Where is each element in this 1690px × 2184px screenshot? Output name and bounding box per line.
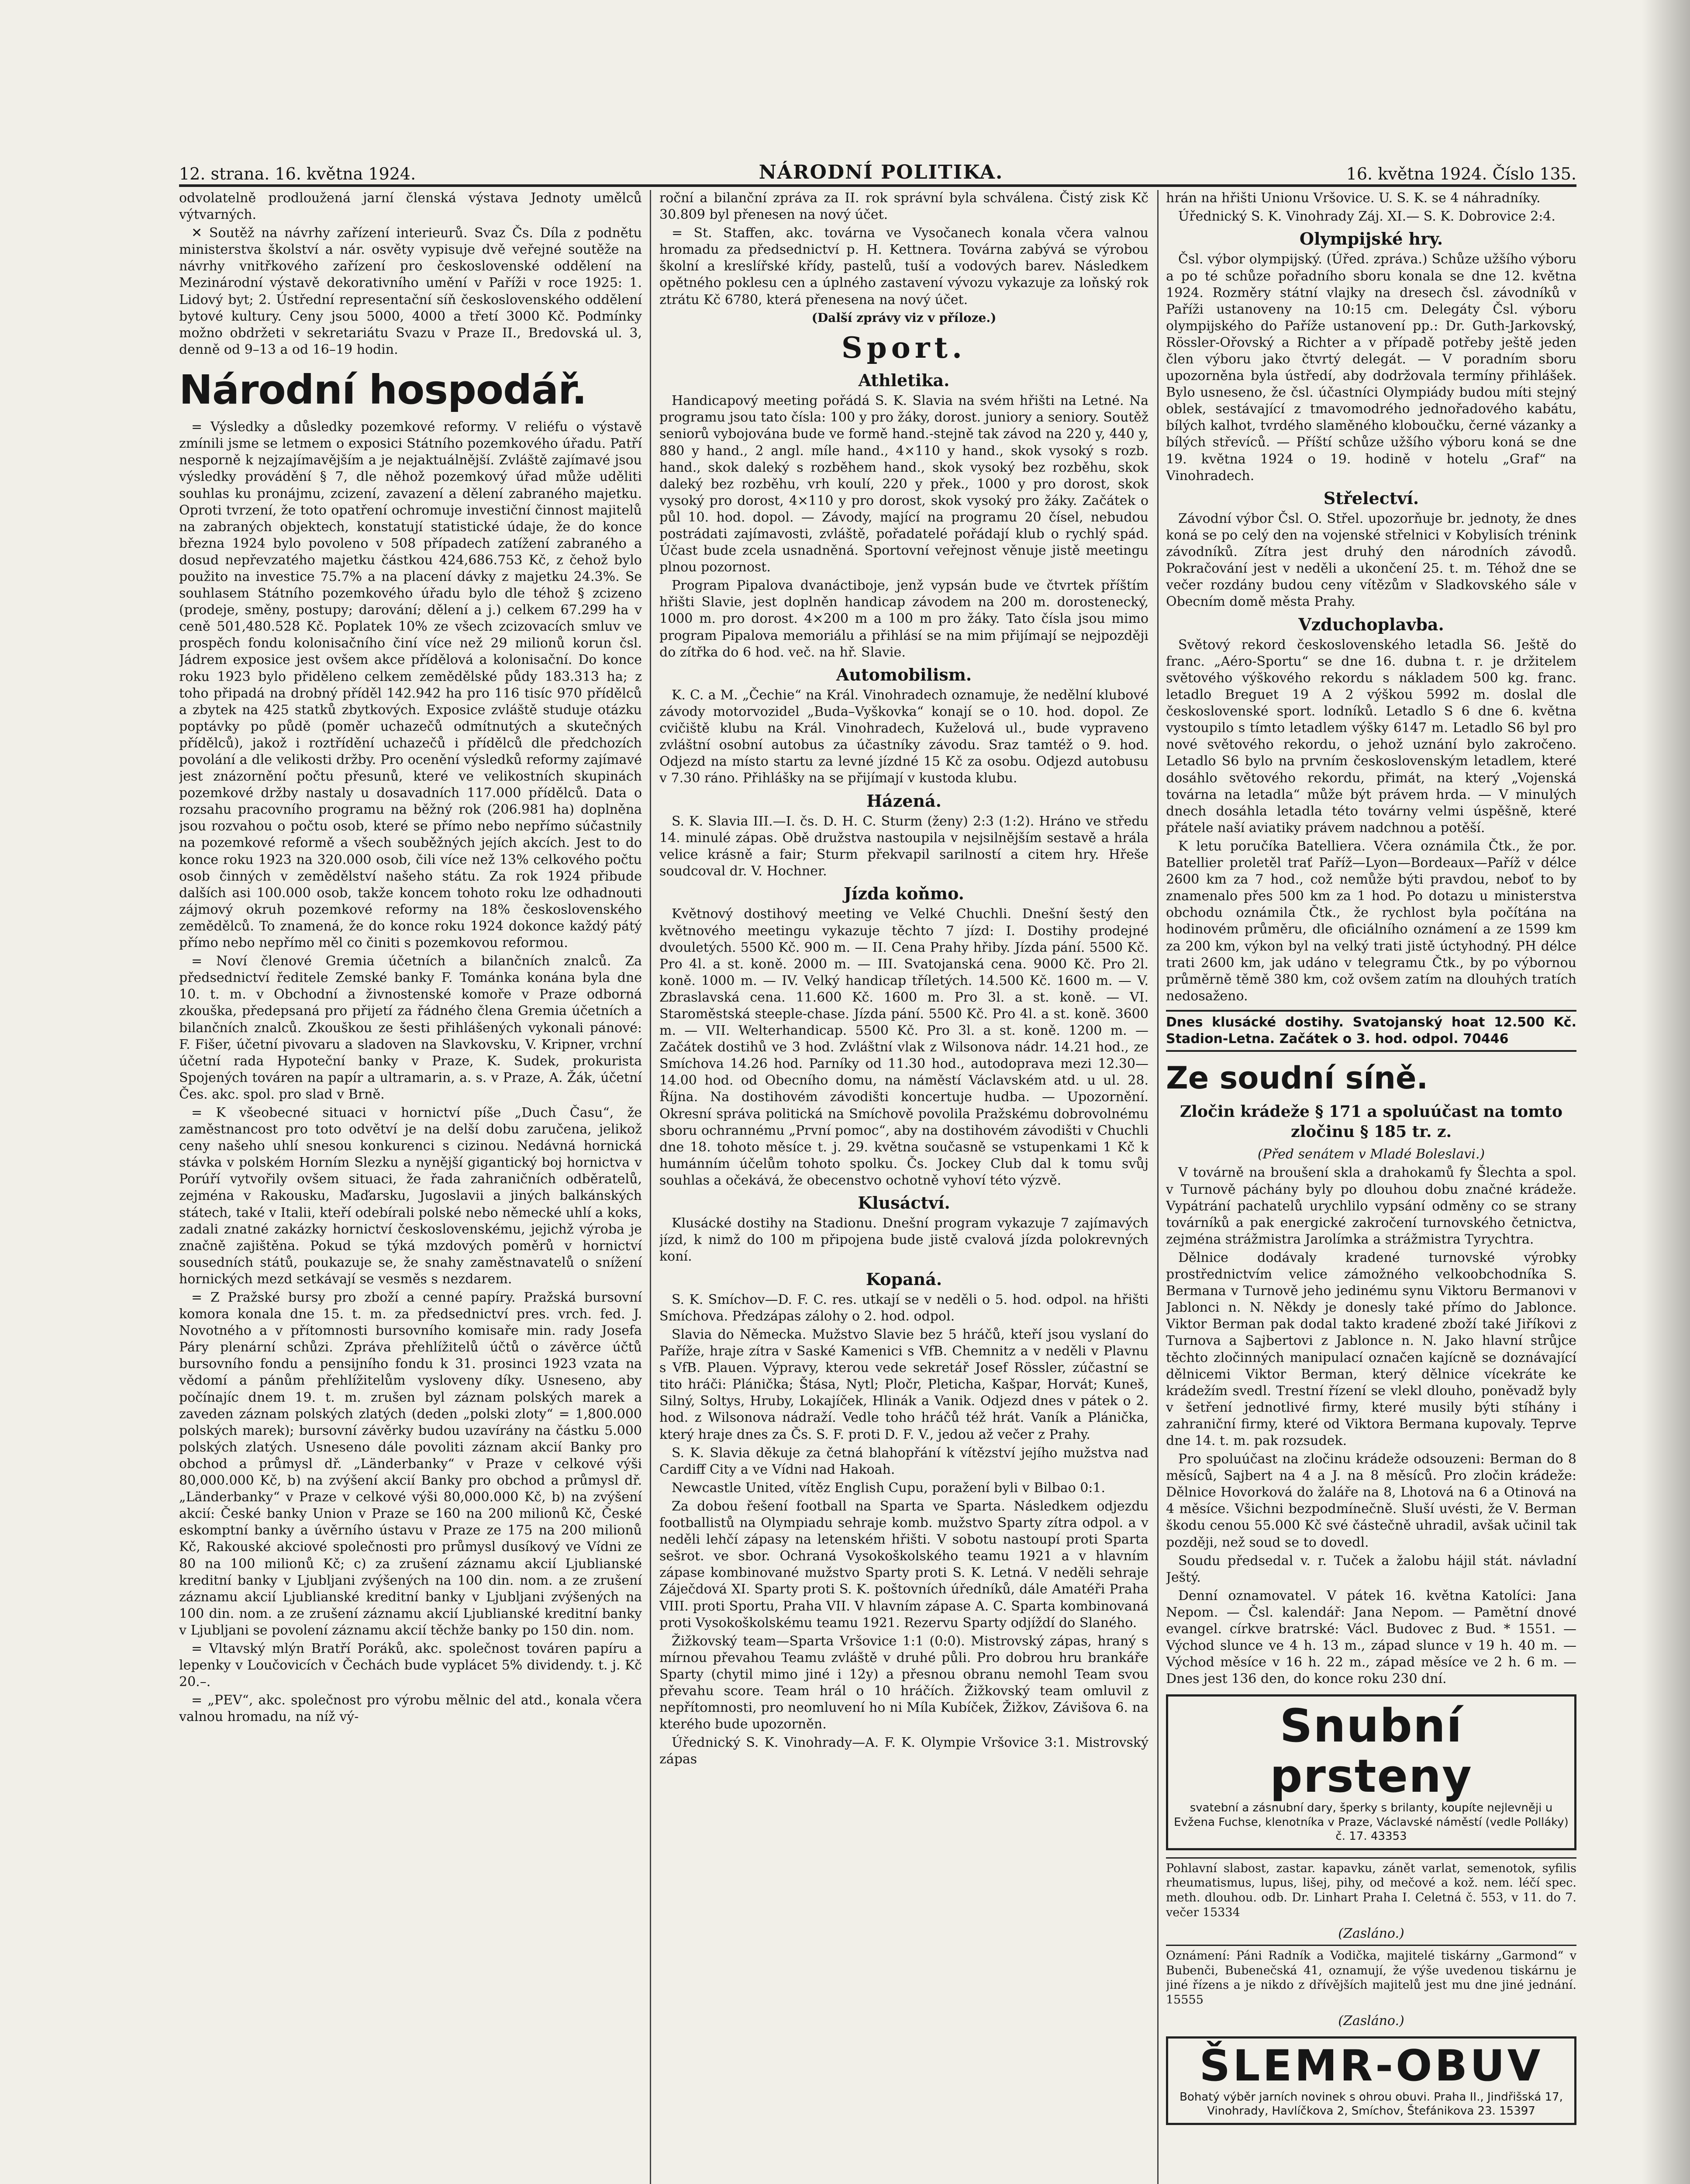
article-text: S. K. Smíchov—D. F. C. res. utkají se v neděli o 5. hod. odpol. na hřišti Smíchova. Předzápas zálohy o 2. hod. odpol. [659,1292,1149,1324]
column-2 [659,190,1149,2184]
article-text: Dělnice dodávaly kradené turnovské výrobky prostřednictvím velice zámožného velkoobchodníka S. Bermana v Turnově jeho jedinému synu Viktoru Bermanovi v Jablonci n. N. Někdy je donesly také přímo do Jablonce. Viktor Berman pak dodal takto kradené zboží také Jiříkovi z Turnova a Sajbertovi z Jablonce n. N. Jako hlavní strůjce těchto zločinných manipulací označen kajícně se doznávající dělnicemi Viktor Berman, který dělnice vícekráte ke krádežím svedl. Trestní řízení se vlekl dlouho, poněvadž byly v šetření jednotlivé firmy, které musily býti stíhány i zahraniční firmy, které od Viktora Bermana kupovaly. Teprve dne 14. t. m. pak rozsudek. [1166,1250,1576,1448]
ad-text: svatební a zásnubní dary, šperky s brilanty, koupíte nejlevněji u Evžena Fuchse, klenotníka v Praze, Václavské náměstí (vedle Polláky) č. 17. 43353 [1174,1801,1569,1843]
article-text: Slavia do Německa. Mužstvo Slavie bez 5 hráčů, kteří jsou vyslaní do Paříže, hraje zítra v Saské Kamenici s VfB. Chemnitz a v neděli v Plavnu s VfB. Plauen. Výpravy, kterou vede sekretář Josef Rössler, zúčastní se tito hráči: Plánička; Štása, Nytl; Pločr, Pleticha, Kašpar, Horvát; Kuneš, Silný, Soltys, Hruby, Lokajíček, Hlinák a Vanik. Odjezd dnes v pátek o 2. hod. z Wilsonova nádraží. Vedle toho hráčů též hrát. Vaník a Plánička, který hraje dnes za Čs. S. F. proti D. F. V., jedou až večer z Prahy. [659,1327,1149,1442]
column-1 [179,190,642,2184]
article-text: hrán na hřišti Unionu Vršovice. U. S. K. se 4 náhradníky. [1166,190,1541,206]
article-text: = K všeobecné situaci v hornictví píše „Duch Času“, že zaměstnancost pro toto odvětví je na delší dobu zaručena, jelikož ceny našeho uhlí snesou konkurenci s cizinou. Nedávná hornická stávka v polském Horním Slezku a nynější gigantický boj hornictva v Porúří vytvořily ovšem situaci, že řada zahraničních odběratelů, zejména v Rakousku, Maďarsku, Jugoslavii a jiných balkánských státech, také v Italii, kteří odebírali polské nebo německé uhlí a koks, zadali znatné zakázky hornictví československému, jejichž výroba je značně zajištěna. Pokud se týká mzdových poměrů v hornictví sousedních států, poukazuje se, že snahy zaměstnavatelů o snížení hornických mezd setkávají se vesměs s nezdarem. [179,1105,642,1287]
article-text: Pro spoluúčast na zločinu krádeže odsouzeni: Berman do 8 měsíců, Sajbert na 4 a J. na 8 měsíců. Pro zločin krádeže: Dělnice Hovorková do žaláře na 8, Lhotová na 6 a Otinová na 4 měsíce. Všichni bezpodmínečně. Sluší uvésti, že V. Berman škodu cenou 55.000 Kč své částečně uhradil, avšak učinil tak později, než soud se to dovedl. [1166,1451,1576,1550]
subsection-heading: Klusáctví. [858,1193,950,1213]
article-text: = Z Pražské bursy pro zboží a cenné papíry. Pražská bursovní komora konala dne 15. t. m. za předsednictví pres. vrch. fed. J. Novotného a v přítomnosti bursovního komisaře min. rady Josefa Páry plenární schůzi. Zpráva přehlížitelů účtů o závěrce účtů bursovního fondu a pensijního fondu k 31. prosinci 1923 vzata na vědomí a pánům přehlížitelům vysloveny díky. Usneseno, aby počínajíc dnem 19. t. m. zrušen byl záznam polských marek a zaveden záznam polských zlatých (deden „polski zloty“ = 1,800.000 polských marek); bursovní závěrky budou uzavírány na částku 5.000 polských zlatých. Usneseno dále povoliti záznam akcií Banky pro obchod a průmysl dř. „Länderbanky“ v Praze v celkové výši 80,000.000 Kč, b) na zvýšení akcií Banky pro obchod a průmysl dř. „Länderbanky“ v Praze v celkové výši 80,000.000 Kč, b) na zvýšení akcií: České banky Union v Praze se 160 na 200 milionů Kč, České eskomptní banky a úvěrního ústavu v Praze ze 175 na 200 milionů Kč, Rakouské akciové společnosti pro průmysl dusíkový ve Vídni ze 80 na 100 milionů Kč; c) za zrušení záznamu akcií Ljublianské kreditní banky v Ljubljani zvýšených na 100 din. nom. a ze zrušení záznamu akcií Ljublianské kreditní banky v Ljubljani zvýšených na 100 din. nom. a ze zrušení záznamu akcií Ljublianské kreditní banky v Ljubljani se povolení záznamu akcií těchže banky po 150 din. nom. [179,1290,642,1638]
article-text: Za dobou řešení football na Sparta ve Sparta. Následkem odjezdu footballistů na Olympiadu sehraje komb. mužstvo Sparty zítra odpol. a v neděli lehčí zápasy na letenském hřišti. V sobotu nastoupí proti Sparta sešrot. ve sbor. Ochraná Vysokoškolského teamu 1921 a v hlavním zápase kombinované mužstvo Sparty proti S. K. Letná. V neděli sehraje Záječdová XI. Sparty proti S. K. poštovních úředníků, dále Amatéři Praha VIII. proti Sportu, Praha VII. V hlavním zápase A. C. Sparta kombinovaná proti Vysokoškolskému teamu 1921. Rezervu Sparty odjíždí do Slaného. [659,1498,1149,1631]
article-text: Žižkovský team—Sparta Vršovice 1:1 (0:0). Mistrovský zápas, hraný s mírnou převahou Teamu zvláště v druhé půli. Pro dobrou hru brankáře Sparty (chytil mimo jiné i 12y) a přesnou obranu nemohl Team svou převahu score. Team hrál o 10 hráčích. Žižkovský team omluvil z nepřítomnosti, pro neomluvení ho ni Míla Kubíček, Žižkov, Závišova 6. na kterého bude upozorněn. [659,1633,1149,1732]
article-text: S. K. Slavia III.—I. čs. D. H. C. Sturm (ženy) 2:3 (1:2). Hráno ve středu 14. minulé zápas. Obě družstva nastoupila v nejsilnějším sestavě a hrála velice krásně a fair; Sturm překvapil sarilností a citem hry. Hřeše soudcoval dr. V. Hochner. [659,813,1149,879]
subsection-heading: Střelectví. [1323,488,1419,508]
article-text: = Vltavský mlýn Bratří Poráků, akc. společnost továren papíru a lepenky v Loučovicích v Čechách bude vyplácet 5% dividendy. t. j. Kč 20.–. [179,1641,642,1690]
advertisement-small: Oznámení: Páni Radník a Vodička, majitelé tiskárny „Garmond“ v Bubenči, Bubenečská 41, oznamují, že výše uvedenou tiskárnu je jiné řízens a je nikdo z dřívějších majitelů jest mu dne jiné jednání. 15555 [1166,1945,1576,2010]
section-heading: Národní hospodář. [179,366,587,413]
article-text: Klusácké dostihy na Stadionu. Dnešní program vykazuje 7 zajímavých jízd, k nimž do 100 m připojena bude jistě cvalová jízda polokrevných koní. [659,1216,1149,1265]
article-text: = Noví členové Gremia účetních a bilančních znalců. Za předsednictví ředitele Zemské banky F. Tománka konána byla dne 10. t. m. v Obchodní a živnostenské komoře v Praze odborná zkouška, předepsaná pro přijetí za řádného člena Gremia účetních a bilančních znalců. Zkouškou ze šesti přihlášených vykonali pánové: F. Fišer, účetní pivovaru a sladoven na Slavkovsku, V. Kripner, vrchní účetní rada Hypoteční banky v Praze, K. Sudek, prokurista Spojených továren na papír a ultramarin, a. s. v Praze, A. Žák, účetní Čes. akc. spol. pro slad v Brně. [179,954,642,1102]
article-text: Úřednický S. K. Vinohrady Záj. XI.— S. K. Dobrovice 2:4. [1178,209,1555,225]
article-text: Závodní výbor Čsl. O. Střel. upozorňuje br. jednoty, že dnes koná se po celý den na vojenské střelnici v Kobylisích trénink závodníků. Zítra jest druhý den národních závodů. Pokračování jest v neděli a ukončení 25. t. m. Téhož dne se večer rozdány budou ceny vítězům v Sladkovského sále v Obecním domě města Prahy. [1166,511,1576,610]
article-text: roční a bilanční zpráva za II. rok správní byla schválena. Čistý zisk Kč 30.809 byl přenesen na nový účet. [659,190,1149,223]
event-banner: Dnes klusácké dostihy. Svatojanský hoat 12.500 Kč. Stadion-Letna. Začátek o 3. hod. odpol. 70446 [1166,1010,1576,1052]
article-text: S. K. Slavia děkuje za četná blahopřání k vítězství jejího mužstva nad Cardiff City a ve Vídni nad Hakoah. [659,1445,1149,1477]
article-text: Denní oznamovatel. V pátek 16. května Katolíci: Jana Nepom. — Čsl. kalendář: Jana Nepom. — Pamětní dnové evangel. církve bratrské: Václ. Budovec z Bud. * 1551. — Východ slunce ve 4 h. 13 m., západ slunce v 19 h. 40 m. — Východ měsíce v 16 h. 22 m., západ měsíce ve 2 h. 6 m. — Dnes jest 136 den, do konce roku 230 dní. [1166,1588,1576,1687]
masthead [179,153,1576,183]
advertisement-rings [1166,1694,1576,1850]
article-dateline: (Před senátem v Mladé Boleslavi.) [1257,1147,1485,1162]
article-text: Květnový dostihový meeting ve Velké Chuchli. Dnešní šestý den květnového meetingu vykazuje těchto 7 jízd: I. Dostihy prodejné dvouletých. 5500 Kč. 900 m. — II. Cena Prahy hřiby. Jízda pání. 5500 Kč. Pro 4l. a st. koně. 2000 m. — III. Svatojanská cena. 9000 Kč. Pro 2l. koně. 1000 m. — IV. Velký handicap tříletých. 14.500 Kč. 1600 m. — V. Zbraslavská cena. 11.600 Kč. 1600 m. Pro 3l. a st. koně. — VI. Staroměstská steeple-chase. Jízda pání. 5500 Kč. Pro 4l. a st. koně. 3600 m. — VII. Welterhandicap. 5500 Kč. Pro 3l. a st. koně. 1200 m. — Začátek dostihů ve 3 hod. Zvláštní vlak z Wilsonova nádr. 14.21 hod., ze Smíchova 14.26 hod. Parníky od 11.30 hod., autodoprava mezi 12.30—14.00 hod. od Obecního domu, na náměstí Václavském atd. u ul. 28. Října. Na dostihovém závodišti koncertuje hudba. — Upozornění. Okresní správa politická na Smíchově povolila Pražskému dobrovolnému sboru ochrannému „První pomoc“, aby na dostihovém závodišti v Chuchli dne 18. tohoto měsíce t. j. 29. května současně se vstupenkami 1 Kč k humánním účelům tohoto spolku. Čs. Jockey Club dal k tomu svůj souhlas a očekává, že obecenstvo ochotně vyhoví této výzvě. [659,906,1149,1188]
article-text: = St. Staffen, akc. továrna ve Vysočanech konala včera valnou hromadu za předsednictví p. H. Kettnera. Továrna zabývá se výrobou školní a kreslířské křídy, pastelů, tuší a vodových barev. Následkem opětného poklesu cen a úplného zastavení vývozu vykazuje za loňský rok ztrátu Kč 6780, která přenesena na nový účet. [659,225,1149,308]
column-divider [650,190,651,2184]
subsection-heading: Athletika. [858,370,950,390]
subsection-heading: Kopaná. [866,1269,942,1289]
article-text: Úřednický S. K. Vinohrady—A. F. K. Olympie Vršovice 3:1. Mistrovský zápas [659,1735,1149,1767]
advertisement-small: Pohlavní slabost, zastar. kapavku, zánět varlat, semenotok, syfilis rheumatismus, lupus, lišej, pihy, od mečové a kož. nem. léčí spec. meth. dlouhou. odb. Dr. Linhart Praha I. Celetná č. 553, v 11. do 7. večer 15334 [1166,1857,1576,1923]
advertisement-shoes [1166,2036,1576,2125]
article-text: K letu poručíka Batelliera. Včera oznámila Čtk., že por. Batellier proletěl trať Paříž—Lyon—Bordeaux—Paříž v délce 2600 km za 7 hod., což nemůže býti pravdou, neboť to by znamenalo přes 500 km za 1 hod. Po dotazu u ministerstva obchodu oznámila Čtk., že rychlost byla počítána na hodinovém průměru, dle oficiálního oznámení a ze 1599 km za 200 km, výkon byl na velký trati jistě úctyhodný. PH délce trati 2600 km, jak udáno v telegramu Čtk., by po výbornou průměrně těmě 380 km, což ovšem zatím na dlouhých tratích nedosaženo. [1166,838,1576,1004]
page-edge-shadow [1642,0,1690,2184]
subsection-heading: Házená. [866,791,942,811]
ad-text: Bohatý výběr jarních novinek s ohrou obuvi. Praha II., Jindřišská 17, Vinohrady, Havlíčkova 2, Smíchov, Štefánikova 23. 15397 [1180,2090,1563,2118]
column-divider [1157,190,1159,2184]
article-text: = „PEV“, akc. společnost pro výrobu mělnic del atd., konala včera valnou hromadu, na níž vý- [179,1693,642,1725]
article-text: Soudu předsedal v. r. Tuček a žalobu hájil stát. návladní Ještý. [1166,1553,1576,1585]
article-text: = Výsledky a důsledky pozemkové reformy. V reliéfu o výstavě zmínili jsme se letmem o exposici Státního pozemkového úřadu. Patří nesporně k nejzajímavějším a je nejaktuálnější. Zvláště zajímavé jsou výsledky provádění § 7, dle něhož pozemkový úřad může uděliti souhlas ku pronájmu, zcizení, zavazení a dělení zabraného majetku. Oproti tvrzení, že toto opatření ochromuje investiční činnost majitelů na zabraných objektech, konstatují statistické údaje, že do konce března 1924 bylo povoleno v 508 případech zatížení zabraného a dosud nepřevzatého majetku částkou 424,686.753 Kč, z čehož bylo použito na investice 75.7% a na placení dávky z majetku 24.3%. Se souhlasem Státního pozemkového úřadu bylo dle téhož § zcizeno (prodeje, směny, postupy; darování; dělení a j.) celkem 67.299 ha v ceně 501,480.528 Kč. Poplatek 10% ze všech zcizovacích smluv ve prospěch fondu kolonisačního činí více než 29 milionů korun čsl. Jádrem exposice jest ovšem akce přídělová a kolonisační. Do konce roku 1923 bylo přiděleno celkem zemědělské půdy 183.313 ha; z toho připadá na drobný příděl 142.942 ha pro 116 tisíc 970 přídělců a zbytek na 425 statků zbytkových. Exposice zvláště studuje otázku poptávky po půdě (poměr uchazečů odmítnutých a skutečných přídělců), jakož i roztřídění uchazečů i přídělců dle předchozích povolání a dle velikosti držby. Pro ocenění výsledků reformy zajímavé jest znázornění počtu přesunů, které ve velikostních skupinách pozemkové držby nastaly u dosavadních 117.000 přídělců. Data o rozsahu pracovního programu na běžný rok (206.981 ha) doplněna jsou rozvahou o počtu osob, které se přímo nebo nepřímo súčastnily na pozemkové reformě a všech souběžných jejích akcích. Jest to do konce roku 1923 na 320.000 osob, čili více než 13% celkového počtu osob činných v zemědělství našeho státu. Za rok 1924 přibude dalších asi 100.000 osob, takže koncem tohoto roku lze odhadnouti zájmový okruh pozemkové reformy na 18% československého zemědělců. To znamená, že do konce roku 1924 dokonce každý pátý přímo nebo nepřímo měl co činiti s pozemkovou reformou. [179,419,642,951]
sent-notice: (Zasláno.) [1338,1925,1404,1941]
article-text: Program Pipalova dvanáctiboje, jenž vypsán bude ve čtvrtek příštím hřišti Slavie, jest doplněn handicap závodem na 200 m. dorostenecký, 1000 m. pro dorost. 4×200 m a 100 m pro žáky. Tato čísla jsou mimo program Pipalova memoriálu a přihlásí se na mim přijímají se nejpozději do zítřka do 6 hod. več. na hř. Slavie. [659,578,1149,660]
sent-notice: (Zasláno.) [1338,2013,1404,2028]
article-text: odvolatelně prodloužená jarní členská výstava Jednoty umělců výtvarných. [179,190,642,223]
column-3 [1166,190,1576,2184]
continued-note: (Další zprávy viz v příloze.) [811,310,997,325]
article-headline: Zločin krádeže § 171 a spoluúčast na tomto zločinu § 185 tr. z. [1180,1102,1562,1141]
article-text: ✕ Soutěž na návrhy zařízení interieurů. Svaz Čs. Díla z podnětu ministerstva školství a nár. osvěty vypisuje dvě veřejné soutěže na návrhy vnitřkového zařízení pro československé oddělení na Mezinárodní výstavě dekorativního umění v Paříži v roce 1925: 1. Lidový byt; 2. Ústřední representační síň československého oddělení bytové kultury. Ceny jsou 5000, 4000 a třetí 3000 Kč. Podmínky možno obdržeti v sekretariátu Svazu v Praze II., Bredovská ul. 3, denně od 9–13 a od 16–19 hodin. [179,225,642,357]
article-text: Newcastle United, vítěz English Cupu, poražení byli v Bilbao 0:1. [672,1480,1106,1496]
masthead-rule [179,184,1576,187]
subsection-heading: Automobilism. [836,664,972,684]
article-text: Čsl. výbor olympijský. (Úřed. zpráva.) Schůze užšího výboru a po té schůze pořadního sboru konala se dne 12. května 1924. Rozměry státní vlajky na dresech čsl. závodníků v Paříži ustanoveny na 10:15 cm. Delegáty Čsl. výboru olympijského do Paříže ustanovení pp.: Dr. Guth-Jarkovský, Rössler-Ořovský a Richter a v případě potřeby ještě jeden člen výboru jako čtvrtý delegát. — V poradním sboru upozorněna byla ústředí, aby dodržovala termíny přihlášek. Bylo usneseno, že čsl. účastníci Olympiády budou míti stejný oblek, sestávající z tmavomodrého jednořadového kabátu, bílých kalhot, tvrdého slaměného kloboučku, černé vázanky a bílých střevíců. — Příští schůze užšího výboru koná se dne 19. května 1924 o 19. hodině v hotelu „Graf“ na Vinohradech. [1166,252,1576,484]
section-heading: Sport. [841,331,967,365]
subsection-heading: Vzduchoplavba. [1298,614,1444,634]
article-text: Handicapový meeting pořádá S. K. Slavia na svém hřišti na Letné. Na programu jsou tato čísla: 100 y pro žáky, dorost. juniory a seniory. Soutěž seniorů vybojována bude ve formě hand.-stejně tak závod na 220 y, 440 y, 880 y hand., 2 angl. míle hand., 4×110 y hand., skok vysoký s rozb. hand., skok daleký s rozběhem hand., skok vysoký bez rozběhu, skok daleký bez rozběhu, vrh koulí, 220 y přek., 1000 y pro dorost, skok vysoký pro dorost, 4×110 y pro dorost, skok vysoký pro žáky. Začátek o půl 10. hod. dopol. — Závody, mající na programu 20 čísel, nebudou postrádati zajímavosti, zvláště, pořadatelé pořádají klub o rychlý spád. Účast bude zcela usnadněná. Sportovní veřejnost věnuje jistě meetingu plnou pozornost. [659,393,1149,575]
masthead-left-date: 12. strana. 16. května 1924. [179,164,416,183]
section-heading: Ze soudní síně. [1166,1060,1428,1096]
subsection-heading: Olympijské hry. [1299,229,1443,249]
masthead-right-date: 16. května 1924. Číslo 135. [1346,164,1576,183]
ad-title: ŠLEMR-OBUV [1199,2041,1543,2091]
article-text: Světový rekord československého letadla S6. Ještě do franc. „Aéro-Sportu“ se dne 16. dubna t. r. je držitelem světového výškového rekordu s nákladem 500 kg. franc. letadlo Breguet 19 A 2 výškou 5992 m. doslal dle československé sport. lodníků. Letadlo S 6 dne 6. května vystoupilo s tímto letadlem výšky 6147 m. Letadlo S6 byl pro nové světového rekordu, o jehož uznání bylo zakročeno. Letadlo S6 bylo na prvním československým letadlem, které dosáhlo světového rekordu, přimát, na který „Vojenská továrna na letadla“ může být právem hrda. — V minulých dnech dosáhla letadla této továrny velmi úspěšně, které přátele naší aviatiky právem nadchnou a potěší. [1166,637,1576,836]
article-text: K. C. a M. „Čechie“ na Král. Vinohradech oznamuje, že nedělní klubové závody motorvozidel „Buda–Vyškovka“ konají se o 10. hod. dopol. Ze cvičiště klubu na Král. Vinohradech, Kuželová ul., bude vypraveno zvláštní osobní autobus za účastníky závodu. Sraz tamtéž o 9. hod. Odjezd na místo startu za levné jízdné 15 Kč za osobu. Odjezd autobusu v 7.30 ráno. Přihlášky na se přijímají v kustoda klubu. [659,688,1149,786]
newspaper-title: NÁRODNÍ POLITIKA. [759,161,1004,183]
article-text: V továrně na broušení skla a drahokamů fy Šlechta a spol. v Turnově páchány byly po dlouhou dobu značné krádeže. Vypátrání pachatelů urychlilo vypsání odměny co se strany továrníků a pak energické zakročení turnovského četnictva, zejména strážmistra Jarolímka a strážmistra Tyrychtra. [1166,1165,1576,1247]
subsection-heading: Jízda koňmo. [844,884,964,904]
ad-title: Snubní prsteny [1270,1699,1473,1803]
